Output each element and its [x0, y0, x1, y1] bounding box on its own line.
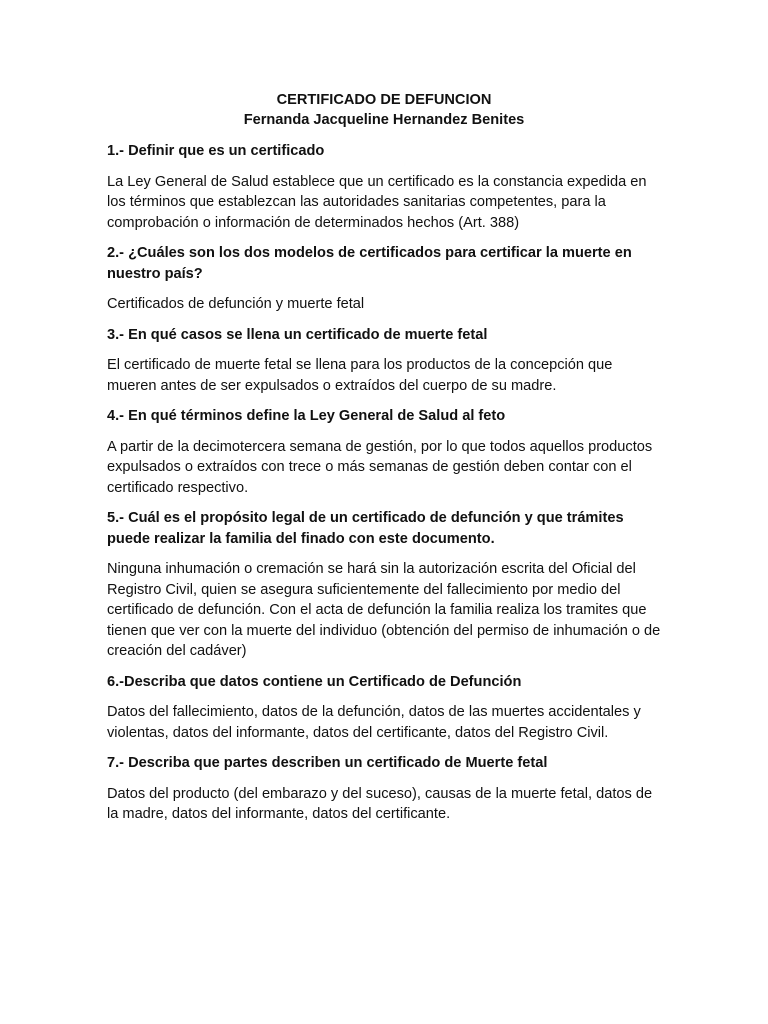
question-4: 4.- En qué términos define la Ley General de Salud al feto — [107, 408, 506, 424]
document-author: Fernanda Jacqueline Hernandez Benites — [243, 112, 525, 128]
answer-5: Ninguna inhumación o cremación se hará sin la autorización escrita del Oficial del Registro Civil, quien se asegura suficientemente del fallecimiento por medio del certificado de defunción. Con el acta de defunción la familia realiza los tramites que tienen que ver con la muerte del individuo (obtención del permiso de inhumación o de creación del cadáver) — [107, 561, 661, 659]
answer-3: El certificado de muerte fetal se llena para los productos de la concepción que mueren antes de ser expulsados o extraídos del cuerpo de su madre. — [107, 357, 613, 394]
answer-7: Datos del producto (del embarazo y del suceso), causas de la muerte fetal, datos de la madre, datos del informante, datos del certificante. — [107, 785, 653, 822]
answer-6: Datos del fallecimiento, datos de la defunción, datos de las muertes accidentales y violentas, datos del informante, datos del certificante, datos del Registro Civil. — [107, 704, 641, 741]
question-6: 6.-Describa que datos contiene un Certificado de Defunción — [107, 673, 522, 690]
question-7: 7.- Describa que partes describen un certificado de Muerte fetal — [107, 755, 548, 771]
answer-2: Certificados de defunción y muerte fetal — [107, 296, 365, 312]
answer-4: A partir de la decimotercera semana de gestión, por lo que todos aquellos productos expulsados o extraídos con trece o más semanas de gestión deben contar con el certificado respectivo. — [107, 438, 653, 496]
question-1: 1.- Definir que es un certificado — [107, 143, 325, 159]
question-5: 5.- Cuál es el propósito legal de un certificado de defunción y que trámites puede realizar la familia del finado con este documento. — [107, 510, 624, 547]
question-2: 2.- ¿Cuáles son los dos modelos de certificados para certificar la muerte en nuestro país? — [107, 245, 632, 282]
answer-1: La Ley General de Salud establece que un certificado es la constancia expedida en los términos que establezcan las autoridades sanitarias competentes, para la comprobación o información de determinados hechos (Art. 388) — [107, 173, 647, 231]
question-3: 3.- En qué casos se llena un certificado de muerte fetal — [107, 326, 488, 343]
document-title: CERTIFICADO DE DEFUNCION — [276, 92, 492, 108]
